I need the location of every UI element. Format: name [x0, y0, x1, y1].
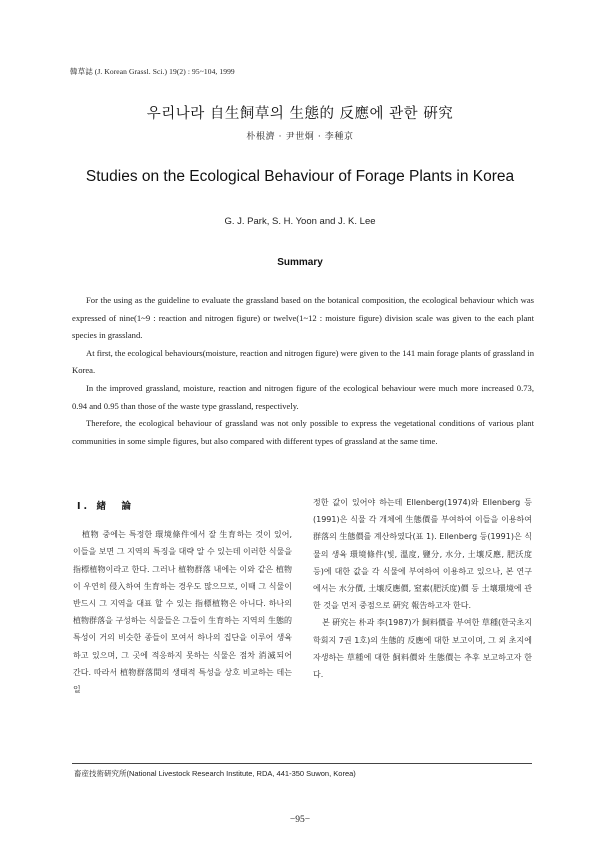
summary-abstract [72, 292, 534, 450]
korean-title: 우리나라 自生飼草의 生態的 反應에 관한 硏究 [146, 106, 454, 122]
section-heading-introduction: I. 緖 論 [77, 501, 134, 512]
page-number: −95− [289, 815, 311, 825]
body-paragraph: 정한 값이 있어야 하는데 Ellenberg(1974)와 Ellenberg 등(1991)은 식물 각 개체에 生態價를 부여하여 이들을 이용하여 群落의 生態價를 계산하였다(표 1). Ellenberg 등(1991)은 식물의 생육 環境條件(빛, 溫度, 鹽分, 水分, 土壤反應, 肥沃度 등)에 대한 값을 각 식물에 부여하여 이용하고 있으나, 본 연구에서는 水分價, 土壤反應價, 窒素(肥沃度)價 등 土壤環境에 관한 것을 먼저 중점으로 硏究 報告하고자 한다. [313, 498, 532, 611]
affiliation-footnote: 畜産技術硏究所(National Livestock Research Institute, RDA, 441-350 Suwon, Korea) [74, 769, 356, 778]
body-paragraph: 植物 중에는 특정한 環境條件에서 잘 生育하는 것이 있어, 이들을 보면 그 지역의 특징을 대략 알 수 있는데 이러한 식물을 指標植物이라고 한다. 그러나 植物群落 내에는 이와 같은 植物이 우연히 侵入하여 生育하는 경우도 많으므로, 이때 그 식물이 반드시 그 지역을 대표 할 수 있는 指標植物은 아니다. 하나의 植物群落을 구성하는 식물들은 그들이 生育하는 지역의 生態的 특성이 거의 비슷한 종들이 모여서 하나의 집단을 이루어 생육하고 있으며, 그 곳에 적응하지 못하는 식물은 점차 消滅되어 간다. 따라서 植物群落間의 생태적 특성을 상호 비교하는 데는 일 [73, 530, 292, 695]
summary-paragraph: In the improved grassland, moisture, reaction and nitrogen figure of the ecological behaviour were much more increased 0.73, 0.94 and 0.95 than those of the waste type grassland, respectively. [72, 382, 534, 411]
body-column-left [73, 494, 292, 698]
summary-paragraph: At first, the ecological behaviours(moisture, reaction and nitrogen figure) were given to the 141 main forage plants of grassland in Korea. [72, 347, 534, 376]
body-paragraph: 본 硏究는 朴과 李(1987)가 飼料價를 부여한 草種(한국초지학회지 7권 1호)의 生態的 反應에 대한 보고이며, 그 외 초지에 자생하는 草種에 대한 飼料價와 生態價는 추후 보고하고자 한다. [313, 618, 532, 680]
body-column-right [313, 494, 532, 683]
summary-heading: Summary [277, 257, 323, 268]
summary-paragraph: Therefore, the ecological behaviour of grassland was not only possible to express the vegetational conditions of various plant communities in some simple figures, but also compared with different types of grassland at the same time. [72, 418, 534, 446]
journal-reference: 韓草誌 (J. Korean Grassl. Sci.) 19(2) : 95~104, 1999 [70, 67, 235, 76]
english-title: Studies on the Ecological Behaviour of Forage Plants in Korea [85, 168, 515, 185]
english-authors: G. J. Park, S. H. Yoon and J. K. Lee [224, 216, 376, 227]
korean-authors: 朴根濟 · 尹世炯 · 李種京 [246, 132, 354, 142]
summary-paragraph: For the using as the guideline to evaluate the grassland based on the botanical composition, the ecological behaviour which was expressed of nine(1~9 : reaction and nitrogen figure) or twelve(1~12 : moisture figure) division scale was given to the each plant species in grassland. [72, 295, 534, 341]
footnote-divider [72, 763, 532, 764]
